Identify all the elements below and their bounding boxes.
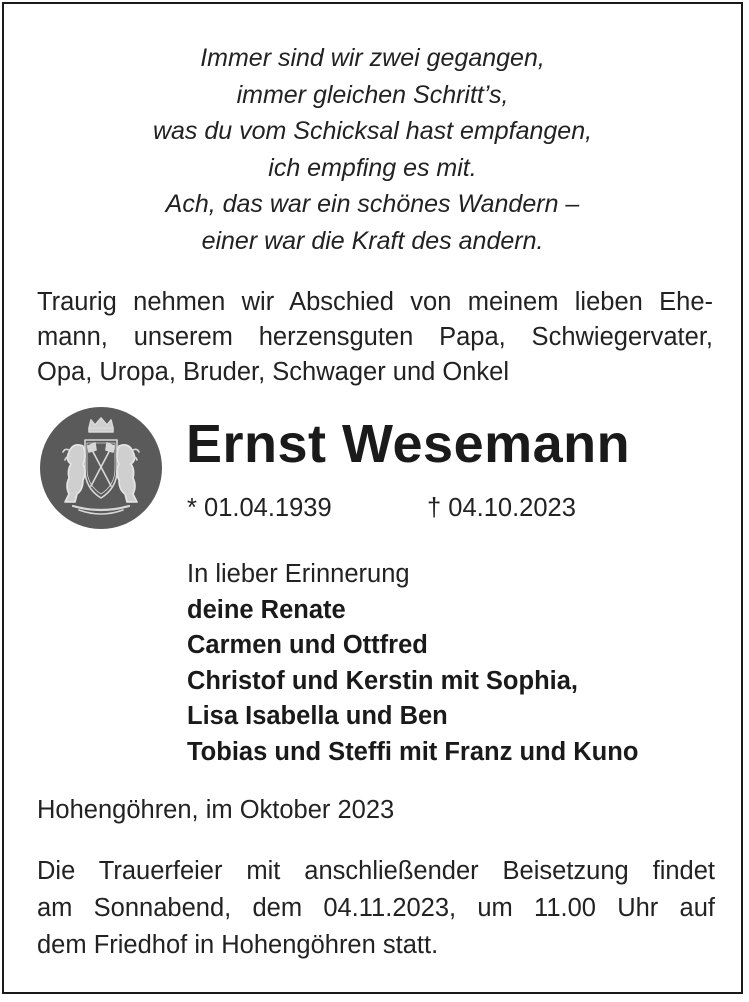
poem (4, 40, 741, 259)
funeral-line: dem Friedhof in Hohengöhren statt. (37, 931, 439, 959)
mourner-line: deine Renate (187, 595, 346, 624)
deceased-name: Ernst Wesemann (186, 414, 631, 474)
intro-line: Opa, Uropa, Bruder, Schwager und Onkel (37, 358, 510, 386)
mourners-block (187, 557, 638, 770)
intro-text (37, 285, 713, 390)
poem-line: Immer sind wir zwei gegangen, (200, 44, 545, 72)
memory-intro: In lieber Erinnerung (187, 560, 410, 588)
coat-of-arms-icon (39, 406, 163, 530)
death-date: † 04.10.2023 (427, 494, 576, 522)
intro-line: mann, unserem herzensguten Papa, Schwiegervater, (37, 323, 713, 351)
place-date: Hohengöhren, im Oktober 2023 (37, 796, 395, 824)
mourner-line: Tobias und Steffi mit Franz und Kuno (187, 737, 639, 766)
birth-date: * 01.04.1939 (187, 494, 332, 522)
funeral-notice (37, 853, 715, 964)
mourner-line: Christof und Kerstin mit Sophia, (187, 666, 579, 695)
poem-line: einer war die Kraft des andern. (201, 226, 544, 255)
mourner-line: Carmen und Ottfred (187, 631, 428, 659)
poem-line: ich empfing es mit. (268, 153, 477, 182)
poem-line: immer gleichen Schritt’s, (236, 80, 509, 109)
funeral-line: Die Trauerfeier mit anschließender Beisetzung findet (37, 857, 715, 885)
life-dates (187, 490, 576, 526)
intro-line: Traurig nehmen wir Abschied von meinem lieben Ehe- (37, 288, 713, 316)
mourner-line: Lisa Isabella und Ben (187, 702, 448, 730)
poem-line: was du vom Schicksal hast empfangen, (152, 117, 593, 145)
poem-line: Ach, das war ein schönes Wandern – (165, 190, 580, 218)
obituary-card (2, 2, 743, 994)
funeral-line: am Sonnabend, dem 04.11.2023, um 11.00 Uhr auf (37, 894, 715, 922)
